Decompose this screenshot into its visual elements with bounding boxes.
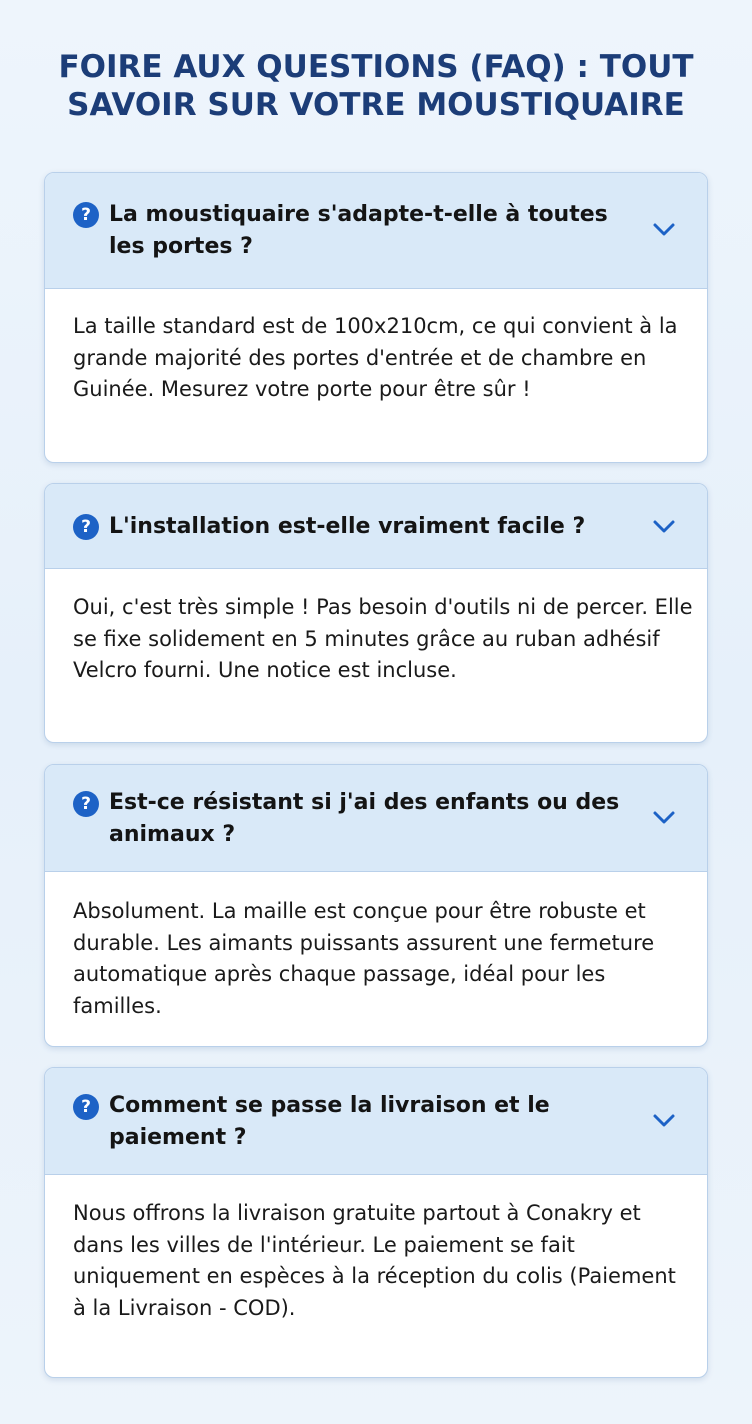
help-circle-icon: ? — [73, 202, 99, 228]
faq-item — [44, 1067, 708, 1378]
help-circle-icon: ? — [73, 1094, 99, 1120]
chevron-down-icon[interactable] — [649, 1106, 679, 1136]
faq-answer-text: Absolument. La maille est conçue pour être robuste et durable. Les aimants puissants assurent une fermeture automatique après chaque passage, idéal pour les familles. — [73, 899, 655, 1018]
faq-question-text: L'installation est-elle vraiment facile ? — [109, 514, 586, 539]
faq-answer-text: Oui, c'est très simple ! Pas besoin d'outils ni de percer. Elle se fixe solidement en 5 minutes grâce au ruban adhésif Velcro fourni. Une notice est incluse. — [73, 595, 693, 682]
faq-item — [44, 764, 708, 1047]
faq-question-text: Est-ce résistant si j'ai des enfants ou des animaux ? — [109, 790, 620, 847]
faq-question-header[interactable] — [45, 1068, 707, 1175]
faq-question-text: Comment se passe la livraison et le paiement ? — [109, 1093, 550, 1150]
help-circle-icon: ? — [73, 791, 99, 817]
faq-answer-text: La taille standard est de 100x210cm, ce qui convient à la grande majorité des portes d'entrée et de chambre en Guinée. Mesurez votre porte pour être sûr ! — [73, 314, 678, 401]
faq-question-header[interactable] — [45, 173, 707, 289]
faq-question-header[interactable] — [45, 484, 707, 569]
faq-question-text: La moustiquaire s'adapte-t-elle à toutes les portes ? — [109, 202, 608, 259]
faq-item — [44, 483, 708, 743]
chevron-down-icon[interactable] — [649, 215, 679, 245]
chevron-down-icon[interactable] — [649, 512, 679, 542]
help-circle-icon: ? — [73, 514, 99, 540]
faq-question-header[interactable] — [45, 765, 707, 872]
chevron-down-icon[interactable] — [649, 803, 679, 833]
faq-item — [44, 172, 708, 463]
page-title: FOIRE AUX QUESTIONS (FAQ) : TOUT SAVOIR SUR VOTRE MOUSTIQUAIRE — [58, 49, 694, 123]
faq-answer-text: Nous offrons la livraison gratuite partout à Conakry et dans les villes de l'intérieur. Le paiement se fait uniquement en espèces à la réception du colis (Paiement à la Livraison - COD). — [73, 1201, 676, 1320]
